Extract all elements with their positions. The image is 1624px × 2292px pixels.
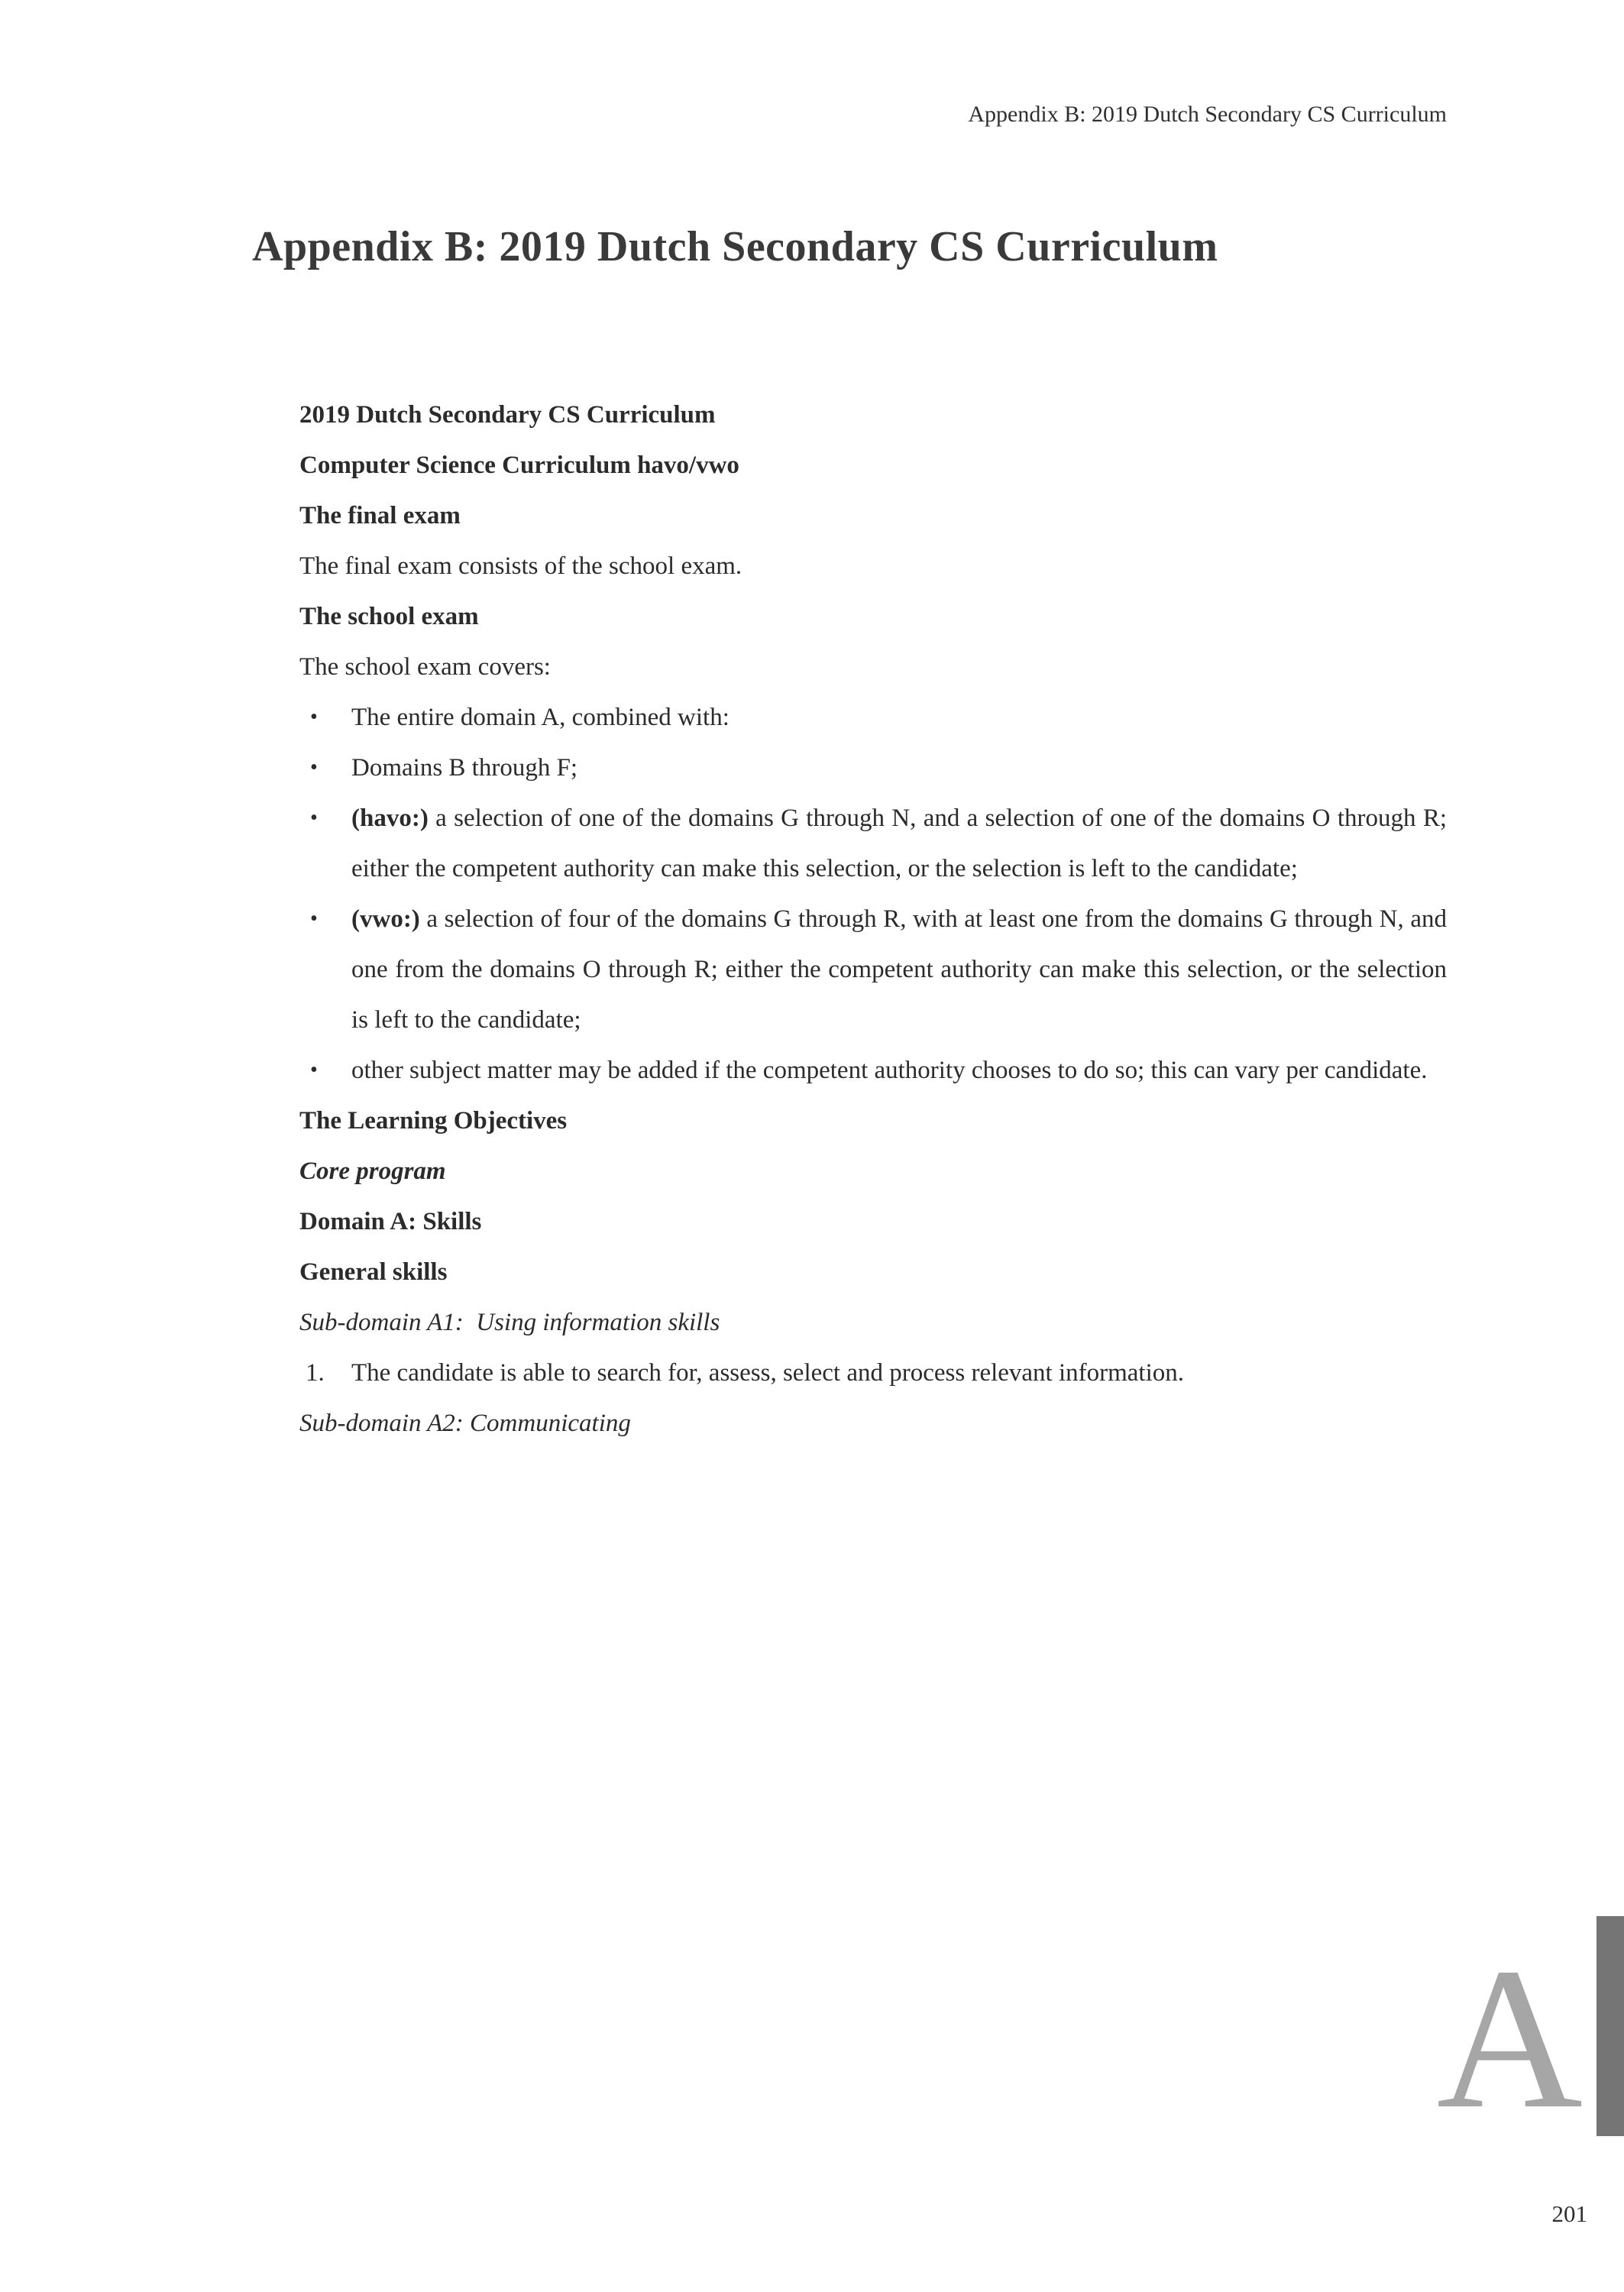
numbered-item-text: The candidate is able to search for, assess, select and process relevant information. — [351, 1359, 1185, 1387]
bullet-text: a selection of four of the domains G through R, with at least one from the domains G through N, and one from the domains O through R; either the competent authority can make this selection, or the selection is left to the candidate; — [351, 905, 1447, 1034]
subdomain-a1-heading: Sub-domain A1: Using information skills — [299, 1309, 720, 1336]
final-exam-heading: The final exam — [299, 502, 461, 529]
bullet-item — [299, 793, 1447, 894]
school-exam-heading: The school exam — [299, 603, 479, 630]
bullet-text: The entire domain A, combined with: — [351, 704, 730, 731]
bullet-bold-prefix: (havo:) — [351, 804, 429, 832]
learning-objectives-heading: The Learning Objectives — [299, 1107, 568, 1135]
page-title: Appendix B: 2019 Dutch Secondary CS Curriculum — [252, 223, 1218, 270]
domain-a-heading: Domain A: Skills — [299, 1208, 482, 1235]
chapter-tab-letter: A — [1436, 1927, 1583, 2151]
bullet-text: other subject matter may be added if the competent authority chooses to do so; this can vary per candidate. — [351, 1057, 1428, 1084]
bullet-text: Domains B through F; — [351, 754, 578, 782]
page-number: 201 — [1551, 2200, 1587, 2227]
numbered-item-marker: 1. — [306, 1359, 325, 1387]
school-exam-bullet-list — [299, 692, 1447, 1096]
bullet-item — [299, 743, 1447, 793]
bullet-icon: • — [310, 806, 318, 830]
bullet-icon: • — [310, 756, 318, 779]
chapter-tab-bar — [1597, 1916, 1624, 2136]
bullet-item — [299, 1045, 1447, 1096]
intro-heading-line2: Computer Science Curriculum havo/vwo — [299, 452, 739, 479]
page-body — [299, 390, 1447, 1449]
running-header: Appendix B: 2019 Dutch Secondary CS Curriculum — [968, 102, 1447, 127]
bullet-bold-prefix: (vwo:) — [351, 905, 420, 933]
bullet-item — [299, 894, 1447, 1045]
bullet-item — [299, 692, 1447, 743]
subdomain-a2-heading: Sub-domain A2: Communicating — [299, 1410, 631, 1437]
bullet-icon: • — [310, 705, 318, 729]
numbered-item — [299, 1348, 1447, 1398]
bullet-text: a selection of one of the domains G through N, and a selection of one of the domains O through R; either the competent authority can make this selection, or the selection is left to the candidate; — [351, 804, 1447, 882]
final-exam-body: The final exam consists of the school exam. — [299, 552, 742, 580]
bullet-icon: • — [310, 907, 318, 931]
bullet-icon: • — [310, 1058, 318, 1082]
general-skills-heading: General skills — [299, 1258, 448, 1286]
intro-heading-line1: 2019 Dutch Secondary CS Curriculum — [299, 401, 716, 429]
school-exam-body: The school exam covers: — [299, 653, 551, 681]
core-program-heading: Core program — [299, 1157, 446, 1185]
